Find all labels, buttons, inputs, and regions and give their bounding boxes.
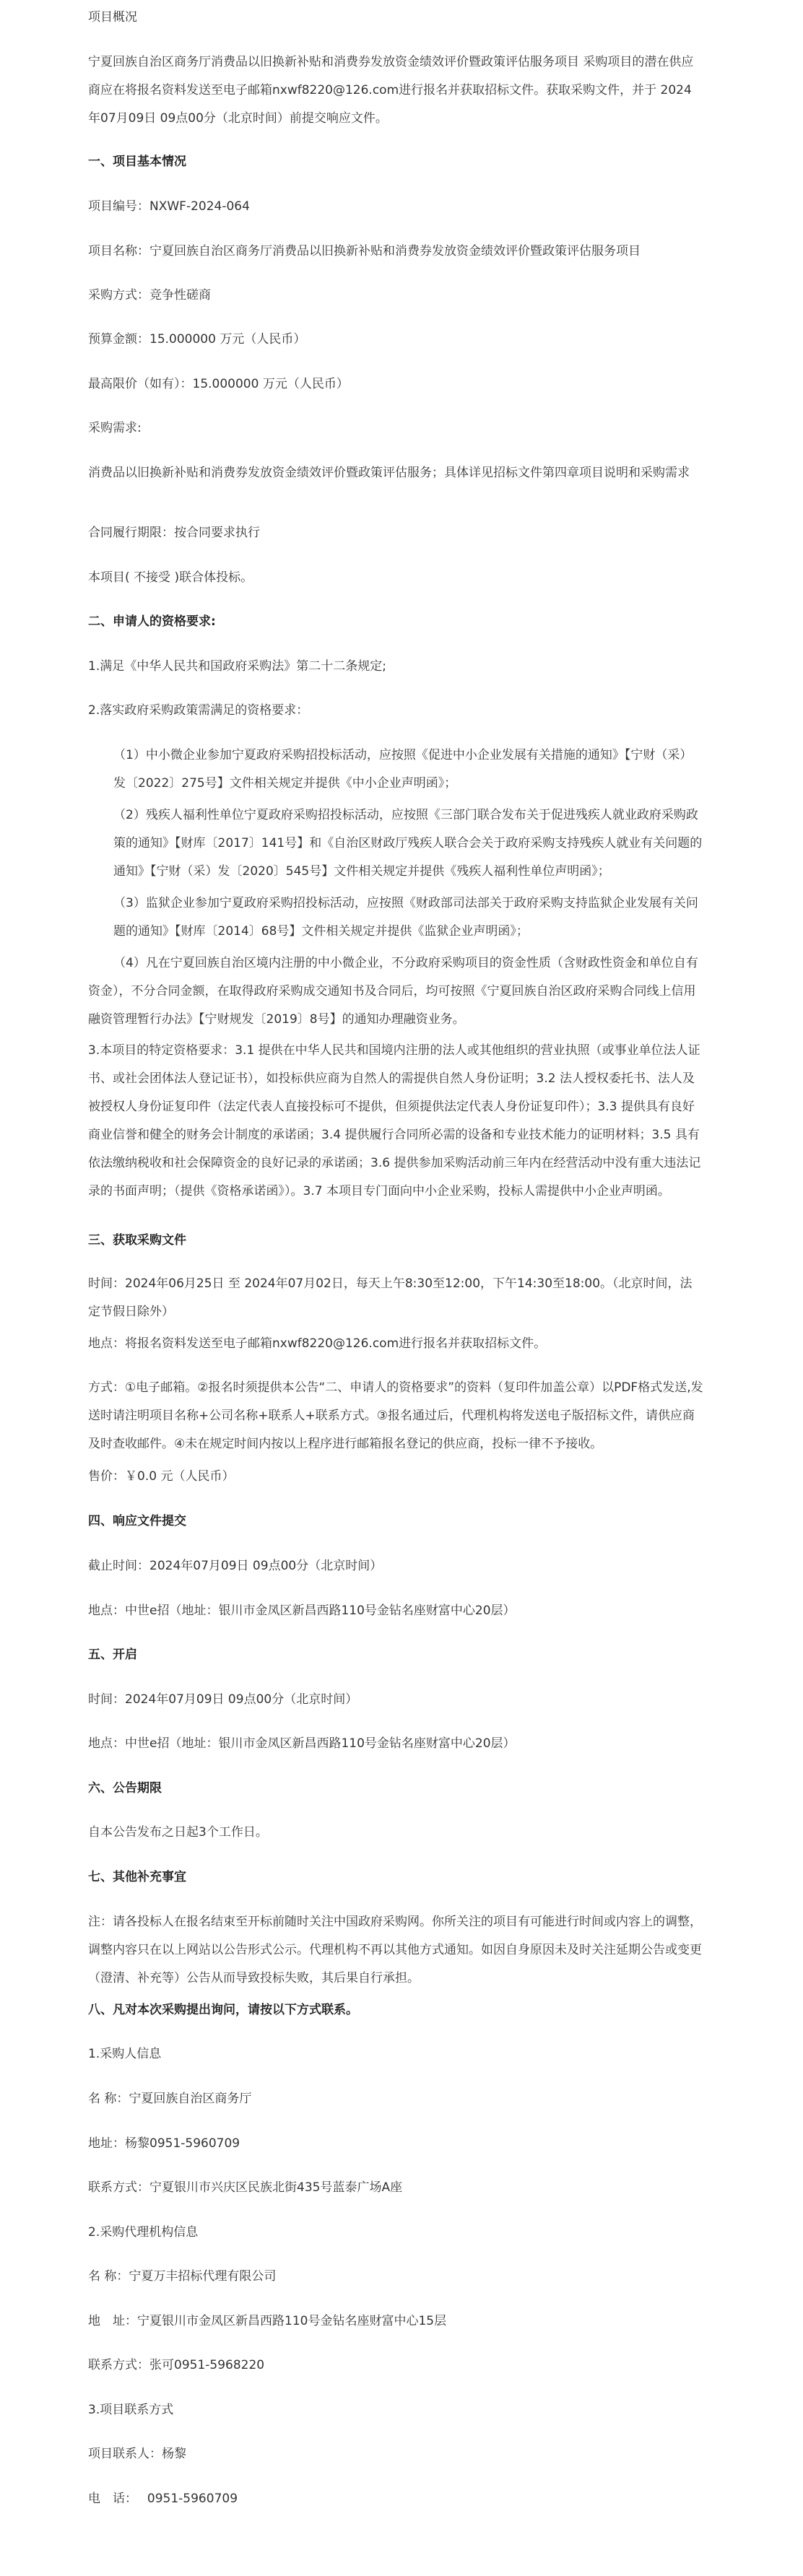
obtain-way: 方式：①电子邮箱。②报名时须提供本公告“二、申请人的资格要求”的资料（复印件加盖公章）以PDF格式发送,发送时请注明项目名称+公司名称+联系人+联系方式。③报名通过后，代理机构将发送电子版招标文件，请供应商及时查收邮件。④未在规定时间内按以上程序进行邮箱报名登记的供应商，投标一律不予接收。 [88,1380,703,1451]
requirement-label: 采购需求: [88,421,142,435]
section-heading-obtain-docs: 三、获取采购文件 [88,1233,186,1248]
project-contact-heading: 3.项目联系方式 [88,2403,174,2417]
opening-place: 地点：中世e招（地址：银川市金凤区新昌西路110号金钻名座财富中心20层） [88,1736,516,1751]
other-matters-text: 注：请各投标人在报名结束至开标前随时关注中国政府采购网。你所关注的项目有可能进行时间或内容上的调整，调整内容只在以上网站以公告形式公示。代理机构不再以其他方式通知。如因自身原因未及时关注延期公告或变更（澄清、补充等）公告从而导致投标失败，其后果自行承担。 [88,1915,702,1985]
section-heading-basic-info: 一、项目基本情况 [88,155,186,169]
announcement-period: 自本公告发布之日起3个工作日。 [88,1825,268,1840]
budget-amount: 预算金额：15.000000 万元（人民币） [88,332,306,347]
submission-place: 地点：中世e招（地址：银川市金凤区新昌西路110号金钻名座财富中心20层） [88,1604,516,1618]
section-heading-submission: 四、响应文件提交 [88,1514,186,1528]
intro-paragraph: 宁夏回族自治区商务厅消费品以旧换新补贴和消费券发放资金绩效评价暨政策评估服务项目 采购项目的潜在供应商应在将报名资料发送至电子邮箱nxwf8220@126.com进行报名并获取招标文件。获取采购文件，并于 2024年07月09日 09点00分（北京时间）前提交响应文件。 [88,55,694,126]
obtain-place: 地点：将报名资料发送至电子邮箱nxwf8220@126.com进行报名并获取招标文件。 [88,1336,547,1351]
agency-name: 名 称：宁夏万丰招标代理有限公司 [88,2269,277,2284]
project-contact-phone: 电 话： 0951-5960709 [88,2492,238,2506]
agency-address: 地 址：宁夏银川市金凤区新昌西路110号金钻名座财富中心15层 [88,2314,447,2328]
doc-price: 售价：￥0.0 元（人民币） [88,1469,235,1484]
policy-prison-enterprise: （3）监狱企业参加宁夏政府采购招投标活动，应按照《财政部司法部关于政府采购支持监狱企业发展有关问题的通知》【财库〔2014〕68号】文件相关规定并提供《监狱企业声明函》； [113,896,698,939]
project-number: 项目编号：NXWF-2024-064 [88,199,250,214]
purchaser-contact: 联系方式：宁夏银川市兴庆区民族北街435号蓝泰广场A座 [88,2180,403,2195]
consortium-note: 本项目( 不接受 )联合体投标。 [88,570,253,585]
submission-deadline: 截止时间：2024年07月09日 09点00分（北京时间） [88,1559,383,1573]
section-heading-opening: 五、开启 [88,1648,137,1662]
purchaser-info-heading: 1.采购人信息 [88,2047,162,2061]
project-name: 项目名称：宁夏回族自治区商务厅消费品以旧换新补贴和消费券发放资金绩效评价暨政策评估服务项目 [88,244,641,258]
overview-title: 项目概况 [88,10,137,25]
section-heading-qualification: 二、申请人的资格要求: [88,614,216,629]
qualification-item-1: 1.满足《中华人民共和国政府采购法》第二十二条规定; [88,659,386,674]
purchaser-address: 地址：杨黎0951-5960709 [88,2136,240,2151]
policy-financing: （4）凡在宁夏回族自治区境内注册的中小微企业，不分政府采购项目的资金性质（含财政性资金和单位自有资金），不分合同金额，在取得政府采购成交通知书及合同后，均可按照《宁夏回族自治区政府采购合同线上信用融资管理暂行办法》【宁财规发〔2019〕8号】的通知办理融资业务。 [88,956,698,1027]
requirement-text: 消费品以旧换新补贴和消费券发放资金绩效评价暨政策评估服务；具体详见招标文件第四章项目说明和采购需求 [88,466,690,480]
policy-disability: （2）残疾人福利性单位宁夏政府采购招投标活动，应按照《三部门联合发布关于促进残疾人就业政府采购政策的通知》【财库〔2017〕141号】和《自治区财政厅残疾人联合会关于政府采购支持残疾人就业有关问题的通知》【宁财（采）发〔2020〕545号】文件相关规定并提供《残疾人福利性单位声明函》； [113,808,703,879]
max-price: 最高限价（如有）：15.000000 万元（人民币） [88,377,349,391]
agency-info-heading: 2.采购代理机构信息 [88,2225,199,2240]
qualification-item-2: 2.落实政府采购政策需满足的资格要求： [88,703,309,718]
section-heading-contact: 八、凡对本次采购提出询问，请按以下方式联系。 [88,2003,358,2017]
opening-time: 时间：2024年07月09日 09点00分（北京时间） [88,1692,358,1707]
obtain-time: 时间：2024年06月25日 至 2024年07月02日，每天上午8:30至12:00，下午14:30至18:00。（北京时间，法定节假日除外） [88,1276,693,1319]
project-contact-person: 项目联系人：杨黎 [88,2447,186,2461]
section-heading-announcement-period: 六、公告期限 [88,1781,162,1796]
contract-period: 合同履行期限：按合同要求执行 [88,526,260,540]
purchaser-name: 名 称：宁夏回族自治区商务厅 [88,2092,252,2106]
policy-sme: （1）中小微企业参加宁夏政府采购招投标活动，应按照《促进中小企业发展有关措施的通知》【宁财（采）发〔2022〕275号】文件相关规定并提供《中小企业声明函》； [113,748,693,791]
section-heading-other-matters: 七、其他补充事宜 [88,1870,186,1884]
agency-contact: 联系方式：张可0951-5968220 [88,2358,265,2372]
procurement-method: 采购方式：竞争性磋商 [88,288,211,303]
qualification-item-3: 3.本项目的特定资格要求：3.1 提供在中华人民共和国境内注册的法人或其他组织的营业执照（或事业单位法人证书、或社会团体法人登记证书），如投标供应商为自然人的需提供自然人身份证明；3.2 法人授权委托书、法人及被授权人身份证复印件（法定代表人直接投标可不提供，但须提供法定代表人身份证复印件）；3.3 提供具有良好商业信誉和健全的财务会计制度的承诺函；3.4 提供履行合同所必需的设备和专业技术能力的证明材料；3.5 具有依法缴纳税收和社会保障资金的良好记录的承诺函；3.6 提供参加采购活动前三年内在经营活动中没有重大违法记录的书面声明；（提供《资格承诺函》）。3.7 本项目专门面向中小企业采购，投标人需提供中小企业声明函。 [88,1043,701,1198]
